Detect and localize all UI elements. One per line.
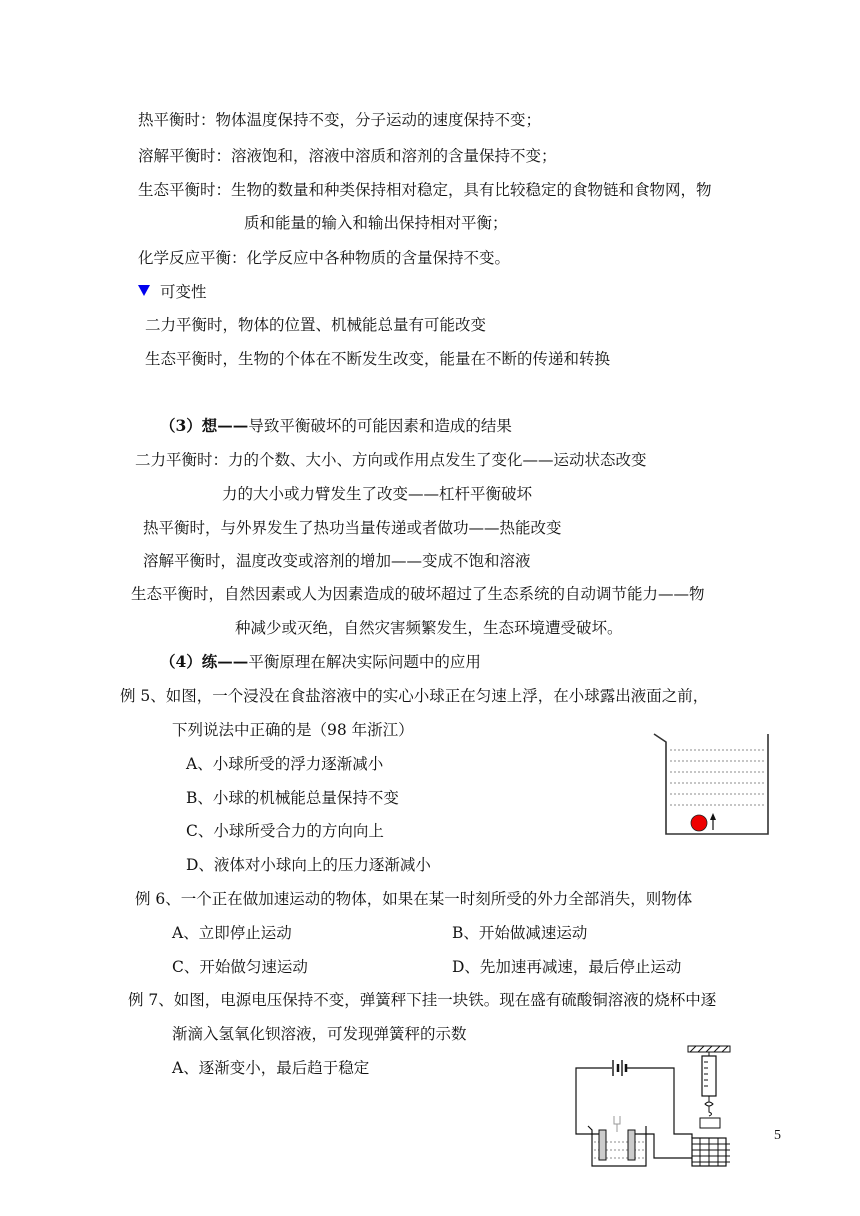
chemical-stability: 化学反应平衡：化学反应中各种物质的含量保持不变。	[138, 249, 511, 267]
section-3-title: 导致平衡破坏的可能因素和造成的结果	[248, 417, 512, 435]
variability-eco: 生态平衡时，生物的个体在不断发生改变，能量在不断的传递和转换	[145, 350, 611, 368]
eco-stability-2: 质和能量的输入和输出保持相对平衡；	[244, 214, 508, 232]
ex7-question-1: 例 7、如图，电源电压保持不变，弹簧秤下挂一块铁。现在盛有硫酸铜溶液的烧杯中逐	[128, 991, 717, 1009]
section-3-num: （3）	[160, 416, 202, 435]
page-number: 5	[774, 1128, 781, 1143]
think-force-1: 二力平衡时：力的个数、大小、方向或作用点发生了变化——运动状态改变	[135, 451, 647, 469]
ball-icon	[691, 815, 707, 831]
section-3-keyword: 想——	[201, 416, 249, 435]
thermal-stability: 热平衡时：物体温度保持不变，分子运动的速度保持不变；	[138, 111, 542, 129]
variability-heading	[138, 282, 207, 302]
ex5-question-1: 例 5、如图，一个浸没在食盐溶液中的实心小球正在匀速上浮，在小球露出液面之前，	[120, 687, 709, 705]
ex6-option-a: A、立即停止运动	[172, 924, 292, 942]
ex5-option-b: B、小球的机械能总量保持不变	[186, 789, 399, 807]
circuit-figure	[570, 1042, 740, 1168]
liquid-lines	[670, 750, 764, 805]
battery-icon	[613, 1060, 626, 1076]
ex6-option-d: D、先加速再减速，最后停止运动	[452, 958, 682, 976]
spring-scale-icon	[700, 1052, 720, 1128]
think-solution: 溶解平衡时，温度改变或溶剂的增加——变成不饱和溶液	[143, 552, 531, 570]
electromagnet-icon	[692, 1138, 730, 1166]
beaker-figure	[650, 728, 780, 840]
beaker-electrodes-icon	[588, 1116, 646, 1166]
variability-heading-text: 可变性	[160, 283, 207, 301]
variability-force: 二力平衡时，物体的位置、机械能总量有可能改变	[145, 316, 487, 334]
think-force-2: 力的大小或力臂发生了改变——杠杆平衡破坏	[222, 485, 533, 503]
think-eco-1: 生态平衡时，自然因素或人为因素造成的破坏超过了生态系统的自动调节能力——物	[131, 585, 705, 603]
section-4-keyword: 练——	[201, 652, 249, 671]
ex5-option-c: C、小球所受合力的方向向上	[186, 822, 384, 840]
ex7-question-2: 渐滴入氢氧化钡溶液，可发现弹簧秤的示数	[172, 1025, 467, 1043]
ex6-option-c: C、开始做匀速运动	[172, 958, 308, 976]
think-eco-2: 种减少或灭绝，自然灾害频繁发生，生态环境遭受破坏。	[235, 619, 623, 637]
ceiling-support	[688, 1046, 730, 1052]
eco-stability-1: 生态平衡时：生物的数量和种类保持相对稳定，具有比较稳定的食物链和食物网，物	[138, 181, 712, 199]
ex7-option-a: A、逐渐变小，最后趋于稳定	[172, 1059, 370, 1077]
solution-stability: 溶解平衡时：溶液饱和，溶液中溶质和溶剂的含量保持不变；	[138, 147, 557, 165]
triangle-bullet-icon	[138, 285, 150, 296]
ex5-question-2: 下列说法中正确的是（98 年浙江）	[172, 721, 414, 739]
section-3-heading	[160, 416, 512, 436]
section-4-heading	[160, 652, 481, 672]
ex5-option-a: A、小球所受的浮力逐渐减小	[186, 755, 384, 773]
ex5-option-d: D、液体对小球向上的压力逐渐减小	[186, 856, 431, 874]
think-thermal: 热平衡时，与外界发生了热功当量传递或者做功——热能改变	[143, 519, 562, 537]
section-4-num: （4）	[160, 652, 202, 671]
section-4-title: 平衡原理在解决实际问题中的应用	[248, 653, 481, 671]
ex6-question: 例 6、一个正在做加速运动的物体，如果在某一时刻所受的外力全部消失，则物体	[135, 890, 693, 908]
ex6-option-b: B、开始做减速运动	[452, 924, 588, 942]
